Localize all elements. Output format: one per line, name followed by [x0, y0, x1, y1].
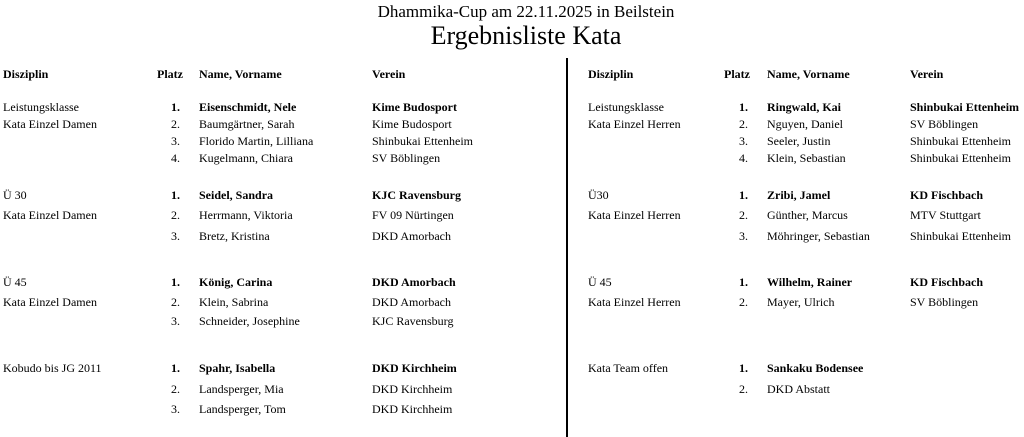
athlete-name: Seeler, Justin — [767, 134, 831, 148]
discipline-label: Ü 30 — [3, 188, 27, 202]
athlete-name: Herrmann, Viktoria — [199, 208, 293, 222]
place: 1. — [739, 188, 748, 202]
athlete-name: Zribi, Jamel — [767, 188, 831, 202]
athlete-name: König, Carina — [199, 275, 273, 289]
club-name: Shinbukai Ettenheim — [910, 134, 1011, 148]
athlete-name: Bretz, Kristina — [199, 229, 270, 243]
header-disziplin: Disziplin — [3, 67, 49, 81]
header-verein: Verein — [372, 67, 406, 81]
club-name: Kime Budosport — [372, 100, 458, 114]
header-platz: Platz — [157, 67, 183, 81]
club-name: DKD Amorbach — [372, 275, 456, 289]
athlete-name: Klein, Sebastian — [767, 151, 846, 165]
athlete-name: Ringwald, Kai — [767, 100, 842, 114]
discipline-label: Ü30 — [588, 188, 609, 202]
athlete-name: Nguyen, Daniel — [767, 117, 843, 131]
athlete-name: Günther, Marcus — [767, 208, 848, 222]
club-name: SV Böblingen — [910, 295, 979, 309]
club-name: DKD Kirchheim — [372, 361, 457, 375]
club-name: Shinbukai Ettenheim — [910, 151, 1011, 165]
athlete-name: Eisenschmidt, Nele — [199, 100, 297, 114]
club-name: SV Böblingen — [372, 151, 441, 165]
club-name: Shinbukai Ettenheim — [910, 229, 1011, 243]
discipline-label: Kata Team offen — [588, 361, 669, 375]
club-name: KD Fischbach — [910, 188, 984, 202]
club-name: MTV Stuttgart — [910, 208, 981, 222]
club-name: KD Fischbach — [910, 275, 984, 289]
place: 2. — [171, 382, 180, 396]
place: 2. — [171, 295, 180, 309]
place: 1. — [739, 361, 748, 375]
club-name: FV 09 Nürtingen — [372, 208, 454, 222]
athlete-name: Landsperger, Tom — [199, 402, 286, 416]
club-name: DKD Kirchheim — [372, 382, 453, 396]
team-name: DKD Abstatt — [767, 382, 830, 396]
discipline-label: Ü 45 — [3, 275, 27, 289]
athlete-name: Kugelmann, Chiara — [199, 151, 293, 165]
club-name: Kime Budosport — [372, 117, 452, 131]
place: 3. — [739, 134, 748, 148]
club-name: DKD Kirchheim — [372, 402, 453, 416]
club-name: DKD Amorbach — [372, 295, 451, 309]
place: 1. — [171, 100, 180, 114]
club-name: SV Böblingen — [910, 117, 979, 131]
club-name: DKD Amorbach — [372, 229, 451, 243]
discipline-label: Kata Einzel Damen — [3, 295, 97, 309]
place: 1. — [171, 275, 180, 289]
athlete-name: Seidel, Sandra — [199, 188, 274, 202]
place: 2. — [171, 117, 180, 131]
header-verein: Verein — [910, 67, 944, 81]
place: 2. — [739, 208, 748, 222]
discipline-label: Kata Einzel Damen — [3, 117, 97, 131]
athlete-name: Florido Martin, Lilliana — [199, 134, 314, 148]
discipline-label: Kobudo bis JG 2011 — [3, 361, 102, 375]
club-name: Shinbukai Ettenheim — [910, 100, 1020, 114]
place: 3. — [171, 402, 180, 416]
club-name: KJC Ravensburg — [372, 314, 454, 328]
athlete-name: Wilhelm, Rainer — [767, 275, 853, 289]
athlete-name: Baumgärtner, Sarah — [199, 117, 295, 131]
header-platz: Platz — [724, 67, 750, 81]
team-name: Sankaku Bodensee — [767, 361, 864, 375]
discipline-label: Leistungsklasse — [588, 100, 664, 114]
discipline-label: Kata Einzel Herren — [588, 295, 681, 309]
athlete-name: Spahr, Isabella — [199, 361, 276, 375]
athlete-name: Mayer, Ulrich — [767, 295, 835, 309]
athlete-name: Klein, Sabrina — [199, 295, 269, 309]
place: 3. — [739, 229, 748, 243]
athlete-name: Landsperger, Mia — [199, 382, 284, 396]
place: 2. — [739, 117, 748, 131]
header-name: Name, Vorname — [767, 67, 850, 81]
document-subtitle: Ergebnisliste Kata — [430, 21, 622, 50]
discipline-label: Ü 45 — [588, 275, 612, 289]
discipline-label: Leistungsklasse — [3, 100, 79, 114]
athlete-name: Schneider, Josephine — [199, 314, 300, 328]
header-disziplin: Disziplin — [588, 67, 634, 81]
place: 4. — [739, 151, 748, 165]
place: 1. — [739, 100, 748, 114]
club-name: Shinbukai Ettenheim — [372, 134, 473, 148]
club-name: KJC Ravensburg — [372, 188, 462, 202]
column-divider — [566, 58, 568, 437]
discipline-label: Kata Einzel Damen — [3, 208, 97, 222]
place: 2. — [739, 295, 748, 309]
place: 3. — [171, 229, 180, 243]
place: 1. — [171, 361, 180, 375]
discipline-label: Kata Einzel Herren — [588, 208, 681, 222]
place: 3. — [171, 134, 180, 148]
place: 2. — [739, 382, 748, 396]
discipline-label: Kata Einzel Herren — [588, 117, 681, 131]
document-title: Dhammika-Cup am 22.11.2025 in Beilstein — [377, 2, 675, 21]
place: 4. — [171, 151, 180, 165]
place: 2. — [171, 208, 180, 222]
athlete-name: Möhringer, Sebastian — [767, 229, 870, 243]
header-name: Name, Vorname — [199, 67, 282, 81]
place: 3. — [171, 314, 180, 328]
place: 1. — [171, 188, 180, 202]
place: 1. — [739, 275, 748, 289]
